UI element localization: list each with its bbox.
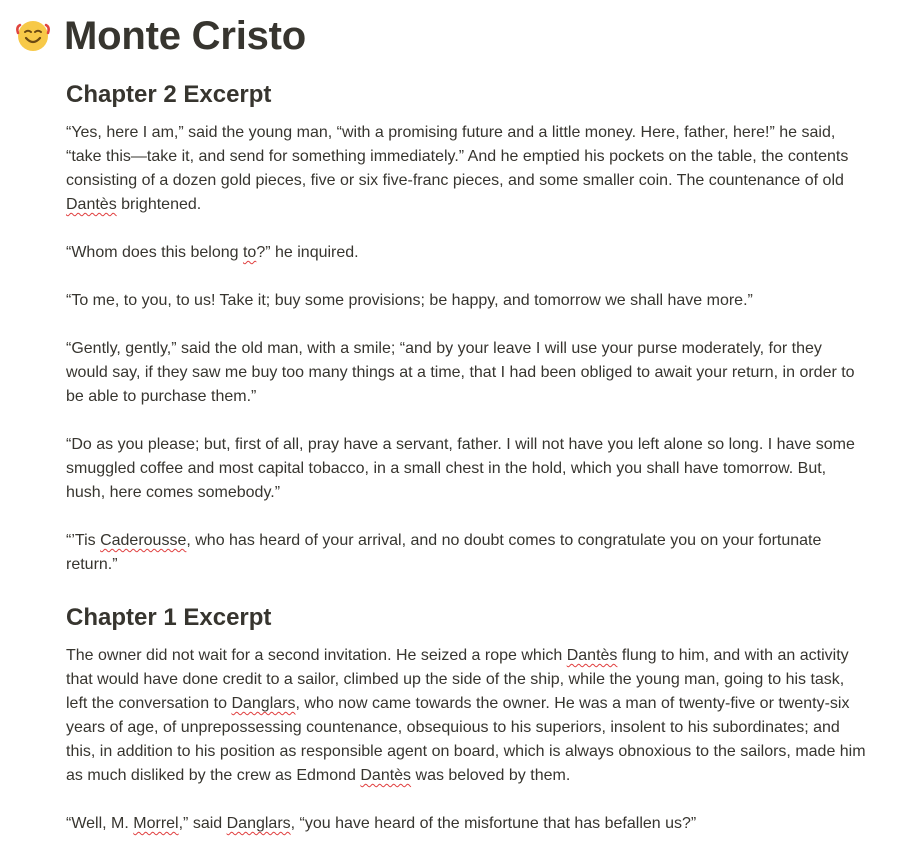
misspelled-word: Dantès [66, 196, 117, 213]
misspelled-word: Danglars [226, 815, 291, 832]
text-span: was beloved by them. [411, 767, 571, 784]
text-block[interactable] [66, 644, 866, 788]
text-span: , who now came towards the owner. He was a man of twenty-five or twenty-six years of age, of unprepossessing countenance, obsequious to his superiors, insolent to his subordinates; and this, in addition to his position as responsible agent on board, which is always obnoxious to the sailors, made him as much disliked by the crew as Edmond [66, 695, 866, 784]
section-heading[interactable]: Chapter 1 Excerpt [66, 604, 272, 631]
smiling-face-emoji-icon[interactable] [14, 17, 52, 55]
text-span: ,” said [178, 815, 227, 832]
text-span: ?” he inquired. [256, 244, 359, 261]
section-heading[interactable]: Chapter 2 Excerpt [66, 81, 272, 108]
text-block[interactable] [66, 121, 866, 217]
text-span: , who has heard of your arrival, and no doubt comes to congratulate you on your fortunate return.” [66, 532, 822, 573]
misspelled-word: Dantès [360, 767, 412, 784]
text-span: flung to him, and with an activity that would have done credit to a sailor, climbed up the side of the ship, while the young man, going to his task, left the conversation to [66, 647, 849, 712]
text-block[interactable] [66, 241, 866, 265]
misspelled-word: Danglars [231, 695, 296, 712]
text-span: brightened. [116, 196, 202, 213]
text-span: “Do as you please; but, first of all, pray have a servant, father. I will not have you left alone so long. I have some smuggled coffee and most capital tobacco, in a small chest in the hold, which you shall have tomorrow. But, hush, here comes somebody.” [66, 436, 855, 501]
text-span: The owner did not wait for a second invitation. He seized a rope which [66, 647, 567, 664]
misspelled-word: Dantès [566, 647, 618, 664]
text-span: , “you have heard of the misfortune that has befallen us?” [290, 815, 697, 832]
text-span: “Gently, gently,” said the old man, with a smile; “and by your leave I will use your purse moderately, for they would say, if they saw me buy too many things at a time, that I had been obliged to await your return, in order to be able to purchase them.” [66, 340, 855, 405]
page-content [66, 78, 866, 860]
text-block[interactable] [66, 289, 866, 313]
page-title[interactable]: Monte Cristo [64, 14, 307, 58]
text-block[interactable] [66, 433, 866, 505]
misspelled-word: Caderousse [100, 532, 187, 549]
misspelled-word: Morrel [133, 815, 179, 832]
text-span: “Whom does this belong [66, 244, 243, 261]
text-block[interactable] [66, 812, 866, 836]
page-header [14, 14, 306, 58]
text-span: “To me, to you, to us! Take it; buy some provisions; be happy, and tomorrow we shall have more.” [66, 292, 753, 309]
text-span: “Well, M. [66, 815, 134, 832]
text-span: “Yes, here I am,” said the young man, “with a promising future and a little money. Here, father, here!” he said, “take this—take it, and send for something immediately.” And he emptied his pockets on the table, the contents consisting of a dozen gold pieces, five or six five-franc pieces, and some smaller coin. The countenance of old [66, 124, 849, 189]
text-block[interactable] [66, 529, 866, 577]
text-block[interactable] [66, 337, 866, 409]
misspelled-word: to [242, 244, 257, 261]
text-span: “’Tis [66, 532, 101, 549]
